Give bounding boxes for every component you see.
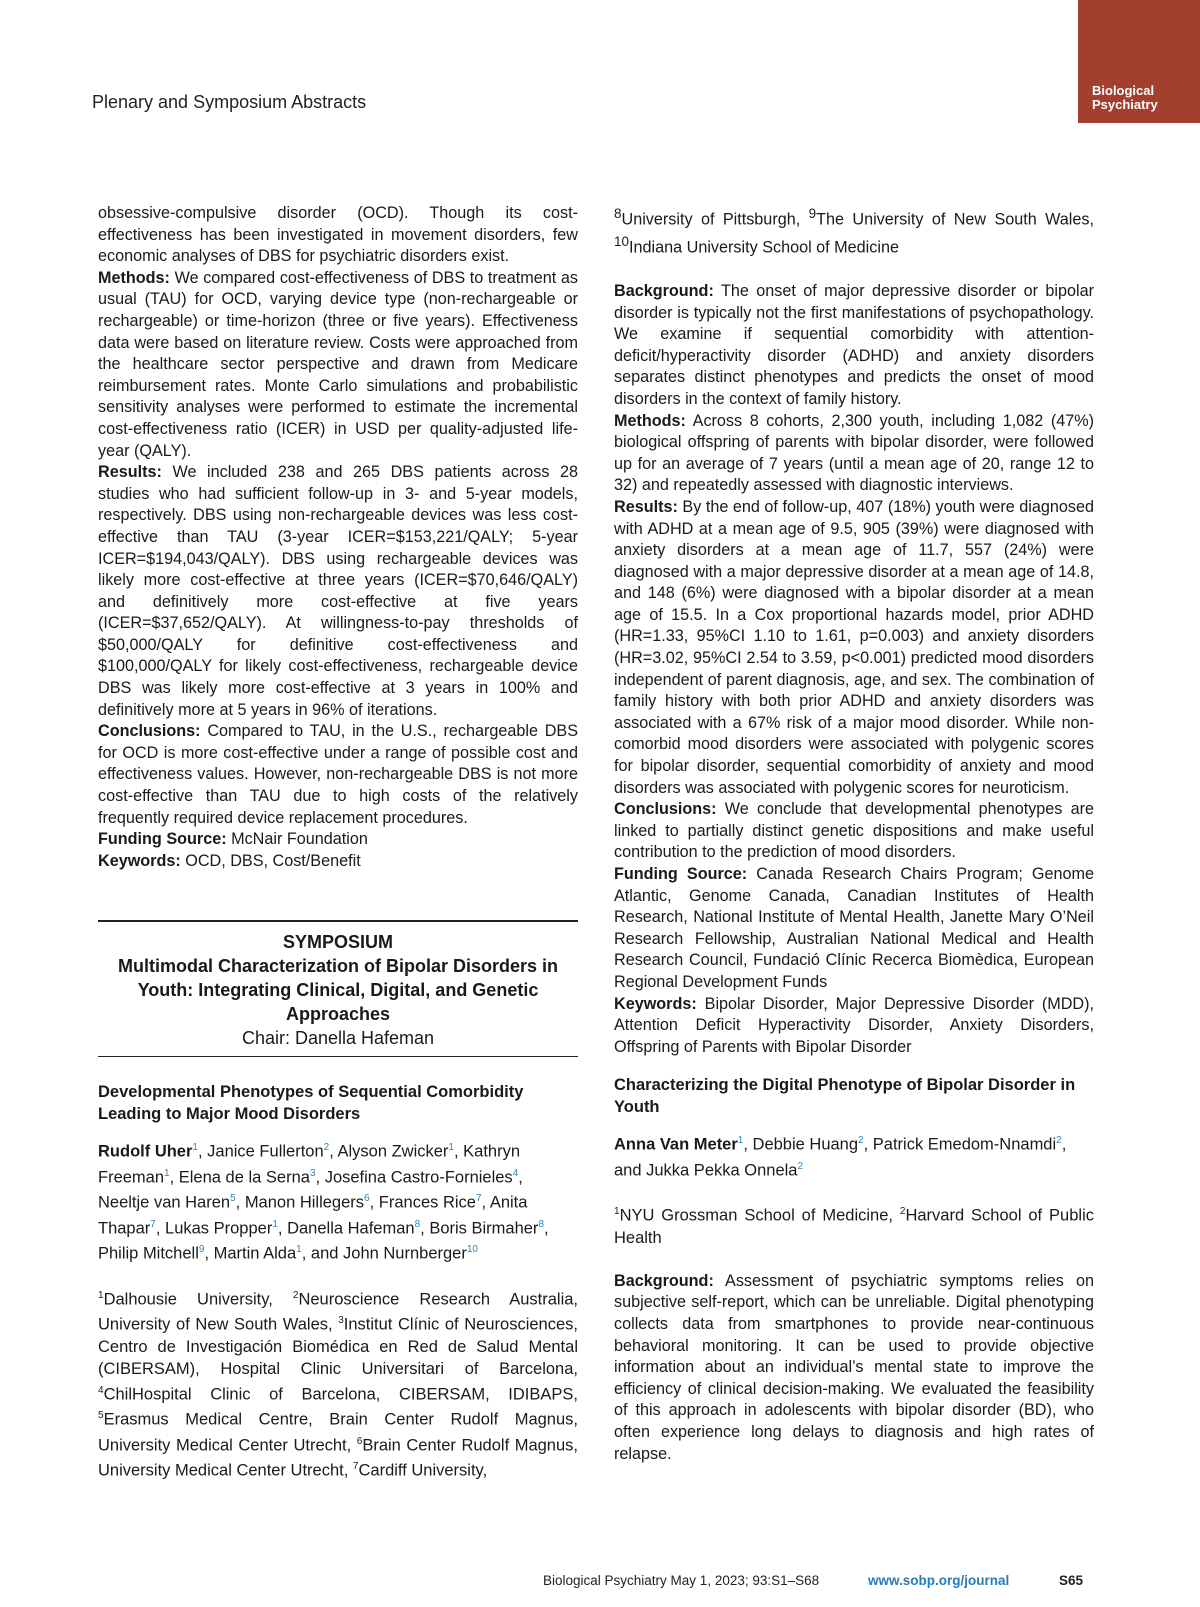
left-column [98, 203, 578, 1482]
author-name: Kathryn Freeman [98, 1142, 521, 1187]
affiliation-marker: 8 [538, 1218, 544, 1230]
page-number: S65 [1059, 1573, 1084, 1588]
affiliation-number: 8 [614, 206, 622, 221]
affiliation-marker: 1 [448, 1142, 454, 1154]
section-label: Background: [614, 281, 714, 300]
affiliation-text: Institut Clínic of Neurosciences, Centro de Investigación Biomédica en Red de Salud Mental (CIBERSAM), Hospital Clinic Universitari of Barcelona, [98, 1315, 578, 1378]
affiliation-marker: 4 [512, 1167, 519, 1179]
section-text: We included 238 and 265 DBS patients across 28 studies who had sufficient follow-up in 3- and 5-year models, respectively. DBS using non-rechargeable devices was less cost-effective than TAU (3-year ICER=$153,221/QALY; 5-year ICER=$194,043/QALY). DBS using rechargeable devices was likely more cost-effective at three years (ICER=$70,646/QALY) and definitively more cost-effective at five years (ICER=$37,652/QALY). At willingness-to-pay thresholds of $50,000/QALY for definitive cost-effectiveness and $100,000/QALY for likely cost-effectiveness, rechargeable device DBS was likely more cost-effective at 3 years in 100% and definitively more at 5 years in 96% of iterations. [98, 463, 578, 719]
section-label: Keywords: [98, 851, 181, 870]
right-column [614, 203, 1094, 1465]
author-separator: , [369, 1193, 379, 1212]
methods-paragraph [98, 268, 578, 462]
affiliation-number: 1 [614, 1206, 620, 1218]
section-label: Methods: [614, 411, 686, 430]
author-name: Manon Hillegers [244, 1193, 365, 1212]
author-name: Alyson Zwicker [337, 1142, 449, 1161]
affiliation-marker: 3 [309, 1167, 316, 1179]
author-name: Danella Hafeman [287, 1219, 415, 1238]
affiliation-list-continued [614, 203, 1094, 259]
author-name: Jukka Pekka Onnela [646, 1161, 798, 1180]
section-label: Methods: [98, 268, 170, 287]
section-label: Background: [614, 1271, 714, 1290]
article-title: Characterizing the Digital Phenotype of Bipolar Disorder in Youth [614, 1076, 1076, 1117]
background-paragraph [614, 1271, 1094, 1465]
section-text: By the end of follow-up, 407 (18%) youth were diagnosed with ADHD at a mean age of 9.5, 905 (39%) were diagnosed with anxiety disorders at a mean age of 11.7, 557 (24%) were diagnosed with a major depressive disorder at a mean age of 14.8, and 148 (6%) were diagnosed with a bipolar disorder at a mean age of 15.5. In a Cox proportional hazards model, prior ADHD (HR=1.33, 95%CI 1.10 to 1.61, p=0.003) and anxiety disorders (HR=3.02, 95%CI 2.54 to 3.59, p<0.001) predicted mood disorders independent of parent diagnosis, age, and sex. The combination of family history with both prior ADHD and anxiety disorders was associated with a 67% risk of a major mood disorder. While non-comorbid mood disorders were associated with polygenic scores for bipolar disorder, sequential comorbidity of anxiety and mood disorders was associated with polygenic scores for neuroticism. [614, 497, 1094, 797]
methods-paragraph [614, 411, 1094, 497]
author-list [614, 1130, 1094, 1181]
symposium-title: Multimodal Characterization of Bipolar Disorders in Youth: Integrating Clinical, Digital, and Genetic Approaches [117, 956, 559, 1025]
conclusions-paragraph [614, 799, 1094, 864]
author-separator: , [169, 1168, 179, 1187]
affiliation-text: Indiana University School of Medicine [629, 238, 899, 257]
author-separator: , [277, 1219, 288, 1238]
section-text: Compared to TAU, in the U.S., rechargeable DBS for OCD is more cost-effective under a range of possible cost and effectiveness values. However, non-rechargeable DBS is not more cost-effective than TAU due to high costs of the relatively frequently required device replacement procedures. [98, 722, 579, 827]
footer-journal-link[interactable]: www.sobp.org/journal [868, 1573, 1010, 1588]
section-label: Results: [98, 463, 162, 482]
affiliation-number: 1 [98, 1289, 104, 1301]
affiliation-number: 6 [356, 1435, 363, 1447]
section-text: Bipolar Disorder, Major Depressive Disorder (MDD), Attention Deficit Hyperactivity Disorder, Anxiety Disorders, Offspring of Parents with Bipolar Disorder [614, 994, 1094, 1056]
affiliation-number: 3 [338, 1315, 344, 1327]
author-name: Elena de la Serna [178, 1168, 310, 1187]
section-text: We compared cost-effectiveness of DBS to treatment as usual (TAU) for OCD, varying device type (non-rechargeable or rechargeable) or time-horizon (three or five years). Effectiveness data were based on literature review. Costs were approached from the healthcare sector perspective and drawn from Medicare reimbursement rates. Monte Carlo simulations and probabilistic sensitivity analyses were performed to estimate the incremental cost-effectiveness ratio (ICER) in USD per quality-adjusted life-year (QALY). [98, 268, 578, 460]
journal-brand-logo [1078, 0, 1200, 123]
intro-paragraph: obsessive-compulsive disorder (OCD). Though its cost-effectiveness has been investigated in movement disorders, few economic analyses of DBS for psychiatric disorders exist. [98, 204, 578, 266]
author-separator: , [420, 1219, 430, 1238]
affiliation-marker: 8 [414, 1218, 421, 1230]
author-name: Anita Thapar [98, 1193, 528, 1238]
author-separator: , [518, 1168, 523, 1187]
keywords-paragraph [614, 994, 1094, 1059]
author-name: Martin Alda [213, 1244, 297, 1263]
author-separator: , [329, 1142, 338, 1161]
affiliation-marker: 1 [272, 1218, 278, 1230]
section-text: Canada Research Chairs Program; Genome Atlantic, Genome Canada, Canadian Institutes of Health Research, National Institute of Mental Health, Janette Mary O’Neil Research Fellowship, Australian National Medical and Health Research Council, Fundació Clínic Recerca Biomèdica, European Regional Development Funds [614, 865, 1095, 991]
affiliation-number: 4 [98, 1384, 104, 1396]
affiliation-marker: 5 [230, 1193, 236, 1205]
affiliation-marker: 2 [797, 1160, 804, 1172]
author-separator: , [155, 1219, 166, 1238]
affiliation-marker: 6 [364, 1193, 370, 1205]
author-separator: , [544, 1219, 549, 1238]
brand-line-2: Psychiatry [1092, 97, 1158, 112]
author-separator: , [453, 1142, 464, 1161]
section-label: Keywords: [614, 994, 697, 1013]
funding-paragraph [98, 829, 578, 851]
affiliation-number: 7 [352, 1461, 359, 1473]
symposium-header [98, 920, 578, 1057]
affiliation-marker: 2 [323, 1142, 330, 1154]
author-separator: , [863, 1135, 873, 1154]
author-separator: , [743, 1135, 753, 1154]
affiliation-marker: 9 [198, 1244, 205, 1256]
section-text: McNair Foundation [231, 830, 368, 849]
affiliation-number: 10 [614, 233, 630, 249]
conclusions-paragraph [98, 721, 578, 829]
article-title: Developmental Phenotypes of Sequential Comorbidity Leading to Major Mood Disorders [98, 1083, 524, 1124]
author-separator: , and [614, 1135, 1067, 1180]
affiliation-marker: 2 [858, 1135, 864, 1147]
affiliation-text: Neuroscience Research Australia, University of New South Wales, [98, 1290, 579, 1334]
affiliation-text: Erasmus Medical Centre, Brain Center Rudolf Magnus, University Medical Center Utrecht, [98, 1410, 578, 1455]
section-text: Assessment of psychiatric symptoms relies on subjective self-report, which can be unreliable. Digital phenotyping collects data from smartphones to provide near-continuous behavioral monitoring. It can be used to provide objective information about an individual’s mental state to improve the efficiency of clinical decision-making. We evaluated the feasibility of this approach in adolescents with bipolar disorder (BD), who often experience long delays to diagnosis and high rates of relapse. [614, 1271, 1094, 1463]
affiliation-text: ChilHospital Clinic of Barcelona, CIBERSAM, IDIBAPS, [103, 1385, 578, 1404]
author-name: Philip Mitchell [98, 1244, 199, 1263]
affiliation-text: Dalhousie University, [103, 1290, 293, 1309]
affiliation-marker: 1 [164, 1167, 170, 1179]
keywords-paragraph [98, 851, 578, 873]
section-label: Funding Source: [98, 830, 227, 849]
affiliation-marker: 2 [1056, 1135, 1062, 1147]
results-paragraph [614, 497, 1094, 799]
author-name: Josefina Castro-Fornieles [324, 1168, 513, 1187]
background-paragraph [614, 281, 1094, 411]
results-paragraph [98, 462, 578, 721]
section-label: Conclusions: [614, 800, 717, 819]
affiliation-marker: 10 [466, 1244, 478, 1256]
author-name: Rudolf Uher [98, 1142, 193, 1161]
brand-line-1: Biological [1092, 83, 1155, 98]
section-text: Across 8 cohorts, 2,300 youth, including 1,082 (47%) biological offspring of parents with bipolar disorder, were followed up for an average of 7 years (until a mean age of 20, range 12 to 32) and repeatedly assessed with diagnostic interviews. [614, 411, 1094, 495]
author-separator: , [481, 1193, 490, 1212]
author-name: John Nurnberger [343, 1244, 467, 1263]
author-list [98, 1137, 578, 1265]
section-label: Results: [614, 497, 678, 516]
author-name: Neeltje van Haren [98, 1193, 231, 1212]
section-text: We conclude that developmental phenotypes are linked to partially distinct genetic dispositions and make useful contribution to the prediction of mood disorders. [614, 800, 1094, 862]
author-name: Boris Birmaher [429, 1219, 539, 1238]
affiliation-number: 5 [98, 1410, 104, 1422]
author-name: Debbie Huang [752, 1135, 859, 1154]
affiliation-list [614, 1201, 1094, 1249]
affiliation-text: Brain Center Rudolf Magnus, University Medical Center Utrecht, [98, 1436, 578, 1480]
affiliation-number: 9 [808, 206, 817, 221]
section-text: OCD, DBS, Cost/Benefit [185, 851, 361, 870]
affiliation-marker: 1 [192, 1142, 198, 1154]
affiliation-text: NYU Grossman School of Medicine, [619, 1206, 900, 1225]
section-label: Funding Source: [614, 865, 748, 883]
affiliation-marker: 1 [296, 1244, 302, 1256]
author-separator: , and [301, 1244, 344, 1263]
affiliation-list [98, 1285, 578, 1482]
affiliation-marker: 7 [475, 1193, 482, 1205]
author-separator: , [204, 1244, 214, 1263]
author-separator: , [315, 1168, 325, 1187]
author-name: Janice Fullerton [207, 1142, 324, 1161]
author-separator: , [197, 1142, 208, 1161]
affiliation-text: The University of New South Wales, [816, 210, 1094, 229]
author-name: Lukas Propper [165, 1219, 273, 1238]
running-head: Plenary and Symposium Abstracts [92, 92, 367, 112]
affiliation-marker: 1 [737, 1135, 744, 1147]
affiliation-text: Harvard School of Public Health [614, 1206, 1094, 1247]
affiliation-number: 2 [292, 1289, 299, 1301]
symposium-label: SYMPOSIUM [282, 932, 393, 953]
affiliation-marker: 7 [150, 1218, 156, 1230]
symposium-chair: Chair: Danella Hafeman [241, 1028, 435, 1049]
affiliation-number: 2 [899, 1206, 906, 1218]
section-label: Conclusions: [98, 722, 201, 741]
author-name: Frances Rice [378, 1193, 476, 1212]
author-name: Anna Van Meter [614, 1135, 738, 1154]
author-separator: , [235, 1193, 245, 1212]
section-text: The onset of major depressive disorder or bipolar disorder is typically not the first manifestations of psychopathology. We examine if sequential comorbidity with attention-deficit/hyperactivity disorder (ADHD) and anxiety disorders separates distinct phenotypes and predicts the onset of mood disorders in the context of family history. [614, 281, 1094, 408]
footer-citation: Biological Psychiatry May 1, 2023; 93:S1–S68 [543, 1573, 820, 1588]
author-name: Patrick Emedom-Nnamdi [872, 1135, 1057, 1154]
affiliation-text: Cardiff University, [358, 1461, 488, 1480]
affiliation-text: University of Pittsburgh, [621, 210, 809, 229]
funding-paragraph [614, 864, 1094, 994]
